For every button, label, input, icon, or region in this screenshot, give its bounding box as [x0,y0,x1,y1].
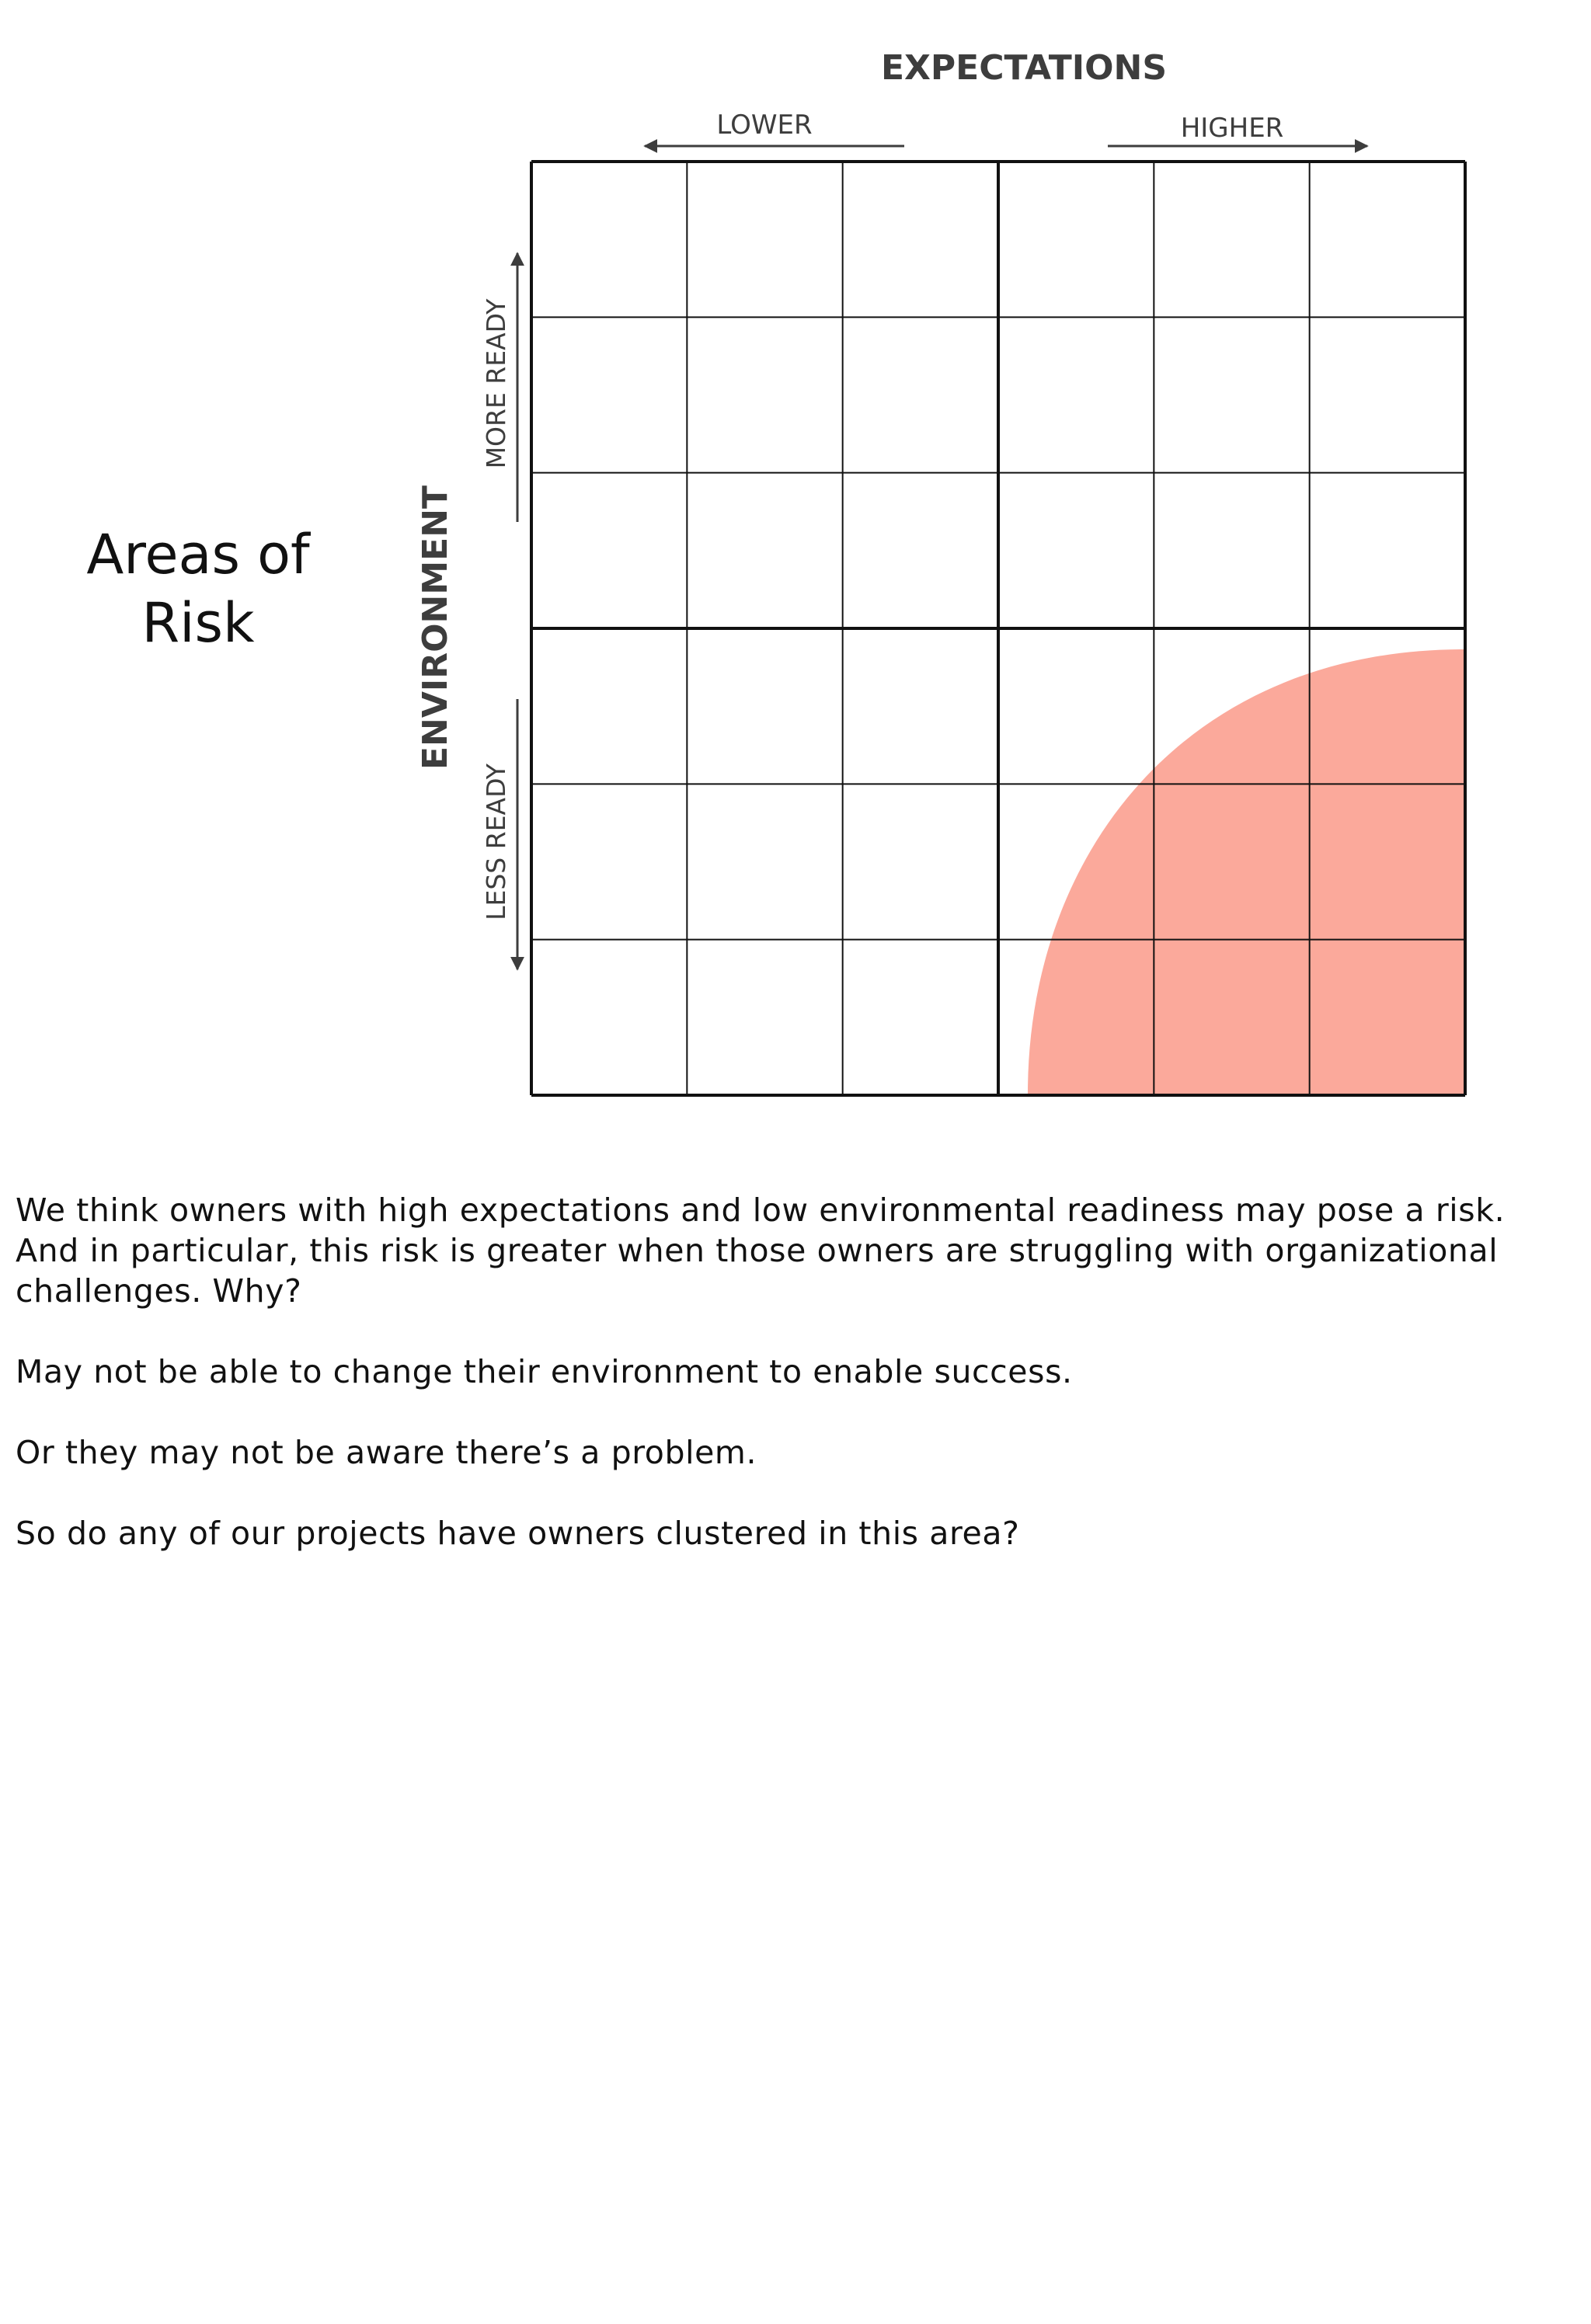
expectations-environment-diagram [0,0,1591,1126]
speaker-notes [16,1190,1569,1594]
y-axis-title: ENVIRONMENT [416,485,455,771]
y-low-label: LESS READY [481,764,511,920]
x-axis-title: EXPECTATIONS [880,48,1168,88]
risk-area [1028,649,1464,1094]
notes-paragraph-1-line-3: challenges. Why? [16,1272,302,1310]
slide-title-line-1: Areas of [86,523,310,586]
notes-paragraph-1-line-1: We think owners with high expectations and low environmental readiness may pose a risk. [16,1192,1506,1229]
notes-paragraph-2: May not be able to change their environment to enable success. [16,1353,1073,1390]
notes-paragraph-4: So do any of our projects have owners clustered in this area? [16,1515,1020,1552]
notes-paragraph-1 [16,1190,1569,1311]
notes-paragraph-3: Or they may not be aware there’s a problem. [16,1434,757,1471]
x-low-label: LOWER [716,110,813,141]
y-high-label: MORE READY [481,298,511,469]
notes-paragraph-1-line-2: And in particular, this risk is greater when those owners are struggling with organizational [16,1232,1499,1269]
slide-title-line-2: Risk [141,591,255,655]
x-high-label: HIGHER [1180,113,1284,144]
